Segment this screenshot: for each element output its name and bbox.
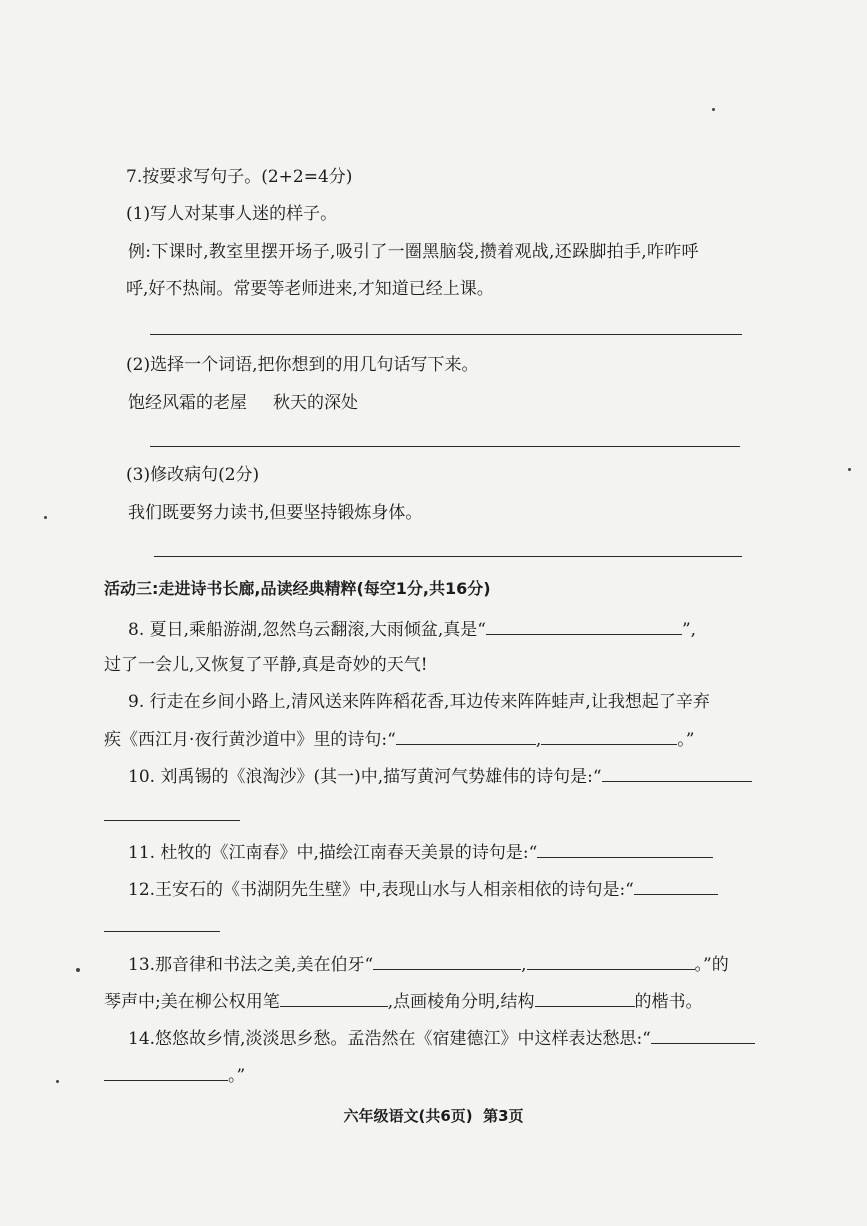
q7-title: 7.按要求写句子。(2+2=4分) [126, 167, 353, 187]
q7-part2: (2)选择一个词语,把你想到的用几句话写下来。 [126, 355, 479, 375]
q7-example-line2: 呼,好不热闹。常要等老师进来,才知道已经上课。 [126, 279, 494, 299]
q11-blank[interactable] [537, 840, 713, 858]
q7-answer-line-2[interactable] [150, 446, 740, 447]
q7-part3: (3)修改病句(2分) [126, 465, 260, 485]
q13-line2 [104, 989, 703, 1013]
q14-end: 。” [228, 1066, 246, 1086]
q9-comma: , [535, 730, 542, 750]
q9-line2 [104, 727, 694, 751]
q8-line2: 过了一会儿,又恢复了平静,真是奇妙的天气! [104, 655, 428, 675]
q12-blank-a[interactable] [634, 877, 718, 895]
q10-text: 10. 刘禹锡的《浪淘沙》(其一)中,描写黄河气势雄伟的诗句是:“ [128, 767, 602, 787]
q10-blank-b[interactable] [104, 820, 240, 821]
scan-speck [712, 108, 715, 111]
q8-line1 [128, 617, 696, 641]
q10-line1 [128, 764, 752, 788]
q7-option-1: 饱经风霜的老屋 [128, 393, 247, 413]
q13-blank-1[interactable] [373, 952, 521, 970]
q14-line2 [104, 1063, 245, 1087]
q9-line1: 9. 行走在乡间小路上,清风送来阵阵稻花香,耳边传来阵阵蛙声,让我想起了辛弃 [128, 692, 710, 712]
q11-text: 11. 杜牧的《江南春》中,描绘江南春天美景的诗句是:“ [128, 843, 538, 863]
q7-example-line1: 例:下课时,教室里摆开场子,吸引了一圈黑脑袋,攒着观战,还跺脚拍手,咋咋呼 [128, 242, 699, 262]
q7-answer-line-1[interactable] [150, 334, 742, 335]
q13-line2-text-b: ,点画棱角分明,结构 [387, 992, 535, 1012]
q7-answer-line-3[interactable] [154, 556, 742, 557]
scan-speck [56, 1080, 59, 1083]
q12-text: 12.王安石的《书湖阴先生壁》中,表现山水与人相亲相依的诗句是:“ [128, 880, 634, 900]
q9-text: 疾《西江月·夜行黄沙道中》里的诗句:“ [104, 730, 396, 750]
q9-end: 。” [677, 730, 695, 750]
q8-text: 8. 夏日,乘船游湖,忽然乌云翻滚,大雨倾盆,真是“ [128, 620, 486, 640]
q12-line1 [128, 877, 718, 901]
q13-text: 13.那音律和书法之美,美在伯牙“ [128, 955, 374, 975]
activity3-title: 活动三:走进诗书长廊,品读经典精粹(每空1分,共16分) [104, 579, 491, 598]
q7-part1: (1)写人对某事人迷的样子。 [126, 204, 338, 224]
q13-line1 [128, 952, 729, 976]
q13-blank-2[interactable] [527, 952, 695, 970]
q7-option-2: 秋天的深处 [273, 393, 358, 413]
q13-line2-text-a: 琴声中;美在柳公权用笔 [104, 992, 280, 1012]
q13-comma: , [521, 955, 527, 975]
scan-speck [76, 968, 80, 972]
q14-text: 14.悠悠故乡情,淡淡思乡愁。孟浩然在《宿建德江》中这样表达愁思:“ [128, 1029, 651, 1049]
q7-options [128, 392, 358, 414]
q13-line2-text-c: 的楷书。 [634, 992, 703, 1012]
footer-page-number: 第3页 [483, 1107, 524, 1125]
q9-blank-2[interactable] [541, 727, 677, 745]
q10-blank-a[interactable] [602, 764, 752, 782]
q14-blank-b[interactable] [104, 1063, 228, 1081]
footer-subject: 六年级语文(共6页) [343, 1107, 473, 1125]
scan-speck [848, 468, 851, 471]
q13-end: 。”的 [694, 955, 729, 975]
q14-blank-a[interactable] [651, 1026, 755, 1044]
q14-line1 [128, 1026, 755, 1050]
scan-speck [44, 516, 47, 519]
q13-blank-3[interactable] [280, 989, 388, 1007]
q11-line [128, 840, 713, 864]
q9-blank-1[interactable] [396, 727, 536, 745]
q7-sick-sentence: 我们既要努力读书,但要坚持锻炼身体。 [128, 503, 423, 523]
q13-blank-4[interactable] [535, 989, 635, 1007]
page-footer [0, 1105, 867, 1126]
q12-blank-b[interactable] [104, 931, 220, 932]
q8-blank[interactable] [486, 617, 682, 635]
q8-close: ”, [681, 620, 697, 640]
